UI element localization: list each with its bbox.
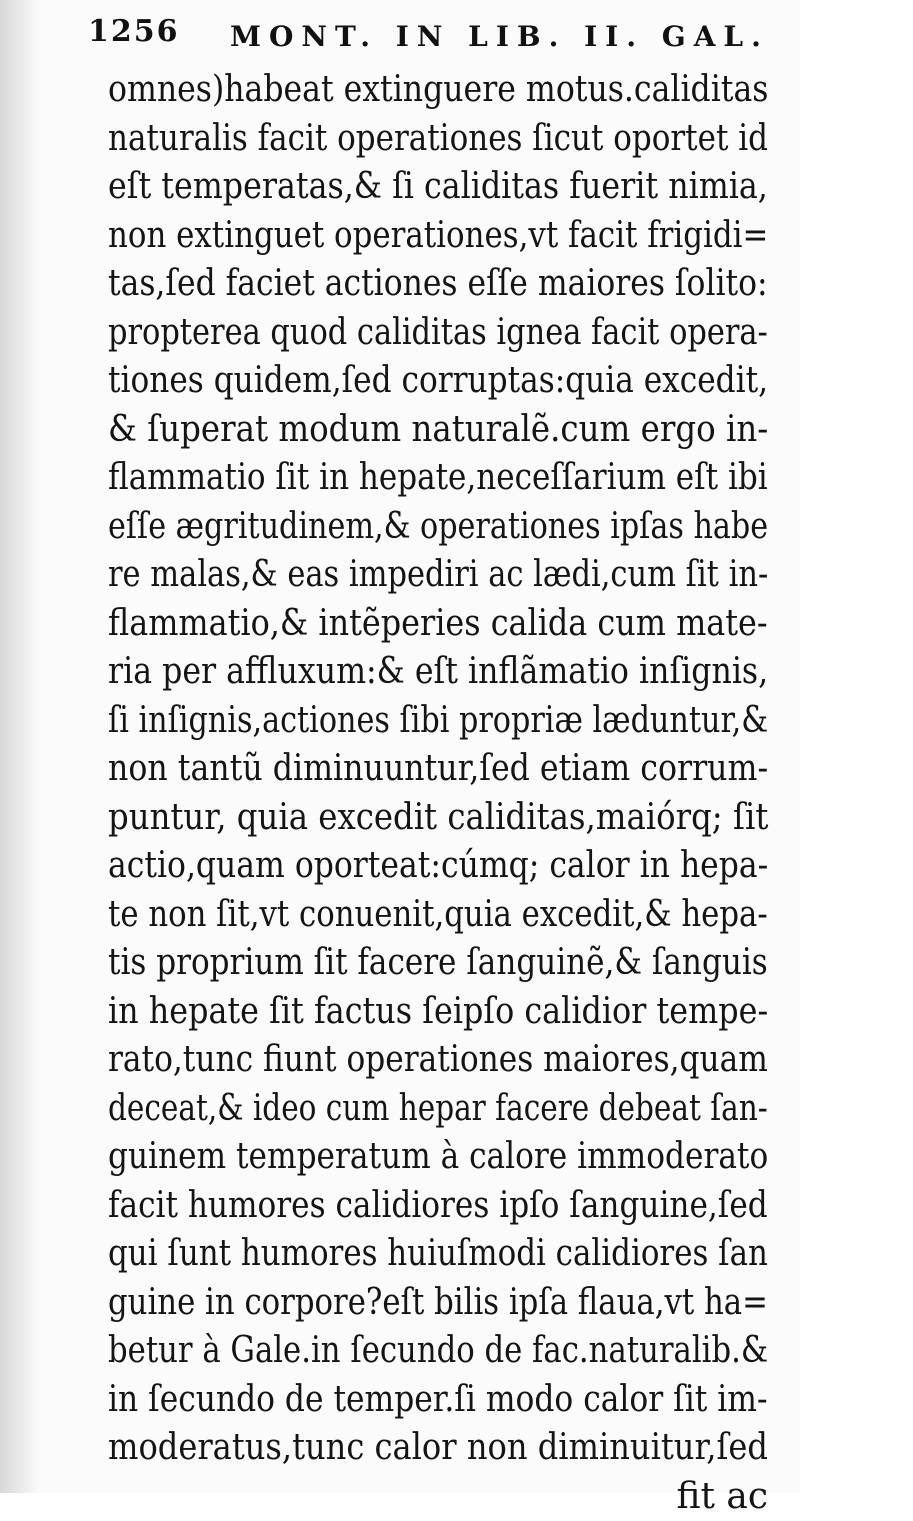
text-line: re malas,& eas impediri ac lædi,cum ſit in- [108,551,768,600]
text-line: propterea quod caliditas ignea facit opera- [108,309,768,358]
text-line: ria per affluxum:& eſt inflãmatio inſignis, [108,648,768,697]
text-line: eſt temperatas,& ſi caliditas fuerit nimia, [108,163,768,212]
text-line: tas,ſed faciet actiones eſſe maiores ſolito: [108,260,768,309]
text-line: moderatus,tunc calor non diminuitur,ſed [108,1424,768,1473]
text-line: in ſecundo de temper.ſi modo calor ſit im- [108,1376,768,1425]
text-line: in hepate ſit factus ſeipſo calidior tempe- [108,988,768,1037]
gutter-shadow [0,0,40,1493]
text-line: tis proprium ſit facere ſanguinẽ,& ſanguis [108,939,768,988]
text-line: guine in corpore?eſt bilis ipſa flaua,vt ha= [108,1279,768,1328]
text-line: te non ſit,vt conuenit,quia excedit,& hepa- [108,891,768,940]
text-line: flammatio ſit in hepate,neceſſarium eſt ibi [108,454,768,503]
text-line: & ſuperat modum naturalẽ.cum ergo in- [108,406,768,455]
text-line: qui ſunt humores huiuſmodi calidiores ſan [108,1230,768,1279]
text-line: naturalis facit operationes ſicut oportet id [108,115,768,164]
catchword: fit ac [108,1473,768,1521]
text-line: eſſe ægritudinem,& operationes ipſas habe [108,503,768,552]
text-line: flammatio,& intẽperies calida cum mate- [108,600,768,649]
page-number: 1256 [88,14,180,49]
text-line: non tantũ diminuuntur,ſed etiam corrum- [108,745,768,794]
body-text [108,66,768,1521]
text-line: omnes)habeat extinguere motus.caliditas [108,66,768,115]
running-head [88,14,778,70]
text-line: puntur, quia excedit caliditas,maiórq; ſit [108,794,768,843]
text-line: facit humores calidiores ipſo ſanguine,ſed [108,1182,768,1231]
text-line: actio,quam oporteat:cúmq; calor in hepa- [108,842,768,891]
running-title: MONT. IN LIB. II. GAL. [230,20,769,53]
text-line: rato,tunc fiunt operationes maiores,quam [108,1036,768,1085]
text-line: ſi inſignis,actiones ſibi propriæ læduntur,& [108,697,768,746]
text-line: tiones quidem,ſed corruptas:quia excedit, [108,357,768,406]
text-line: betur à Gale.in ſecundo de fac.naturalib.& [108,1327,768,1376]
text-line: deceat,& ideo cum hepar facere debeat ſan- [108,1085,768,1134]
text-line: guinem temperatum à calore immoderato [108,1133,768,1182]
text-line: non extinguet operationes,vt facit frigidi= [108,212,768,261]
